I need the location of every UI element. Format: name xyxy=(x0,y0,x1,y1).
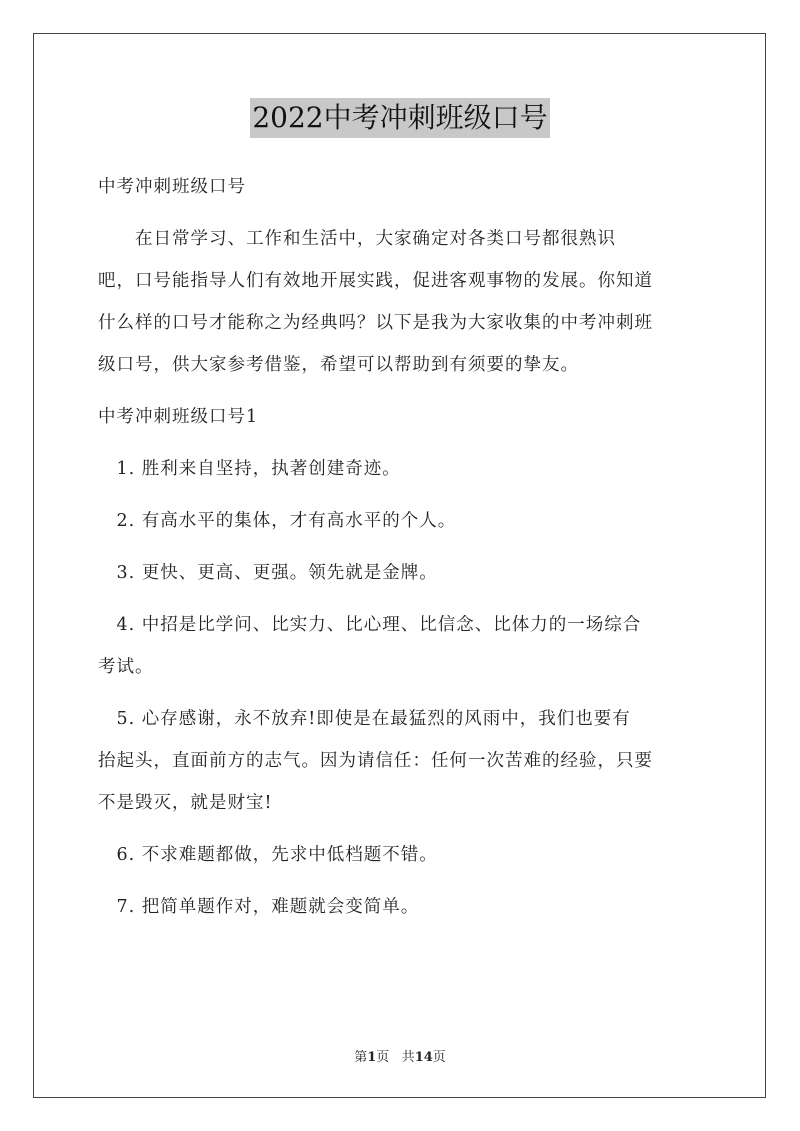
title-container xyxy=(0,98,800,138)
slogan-item-5-cont: 不是毁灭，就是财宝! xyxy=(98,793,273,813)
document-body xyxy=(98,170,702,942)
intro-line: 在日常学习、工作和生活中，大家确定对各类口号都很熟识 xyxy=(98,229,616,249)
intro-line: 级口号，供大家参考借鉴，希望可以帮助到有须要的挚友。 xyxy=(98,355,579,375)
intro-line: 什么样的口号才能称之为经典吗？以下是我为大家收集的中考冲刺班 xyxy=(98,313,653,333)
section-heading: 中考冲刺班级口号1 xyxy=(98,407,259,427)
slogan-item-6: 6. 不求难题都做，先求中低档题不错。 xyxy=(98,845,438,865)
page-prefix: 第 xyxy=(354,1050,368,1065)
slogan-item-5: 5. 心存感谢，永不放弃!即使是在最猛烈的风雨中，我们也要有 xyxy=(98,709,631,729)
intro-line: 吧，口号能指导人们有效地开展实践，促进客观事物的发展。你知道 xyxy=(98,271,653,291)
page-total: 14 xyxy=(414,1050,433,1065)
page-footer xyxy=(0,1046,800,1065)
total-unit: 页 xyxy=(432,1050,446,1065)
slogan-item-2: 2. 有高水平的集体，才有高水平的个人。 xyxy=(98,511,457,531)
page-current: 1 xyxy=(367,1050,377,1065)
slogan-item-4-cont: 考试。 xyxy=(98,657,154,677)
slogan-item-5-cont: 抬起头，直面前方的志气。因为请信任：任何一次苦难的经验，只要 xyxy=(98,751,653,771)
slogan-item-4: 4. 中招是比学问、比实力、比心理、比信念、比体力的一场综合 xyxy=(98,615,642,635)
slogan-item-1: 1. 胜利来自坚持，执著创建奇迹。 xyxy=(98,459,401,479)
total-prefix: 共 xyxy=(401,1050,415,1065)
subtitle: 中考冲刺班级口号 xyxy=(98,177,246,197)
page-title: 2022中考冲刺班级口号 xyxy=(250,98,549,138)
slogan-item-3: 3. 更快、更高、更强。领先就是金牌。 xyxy=(98,563,438,583)
slogan-item-7: 7. 把简单题作对，难题就会变简单。 xyxy=(98,897,420,917)
page-unit: 页 xyxy=(376,1050,390,1065)
